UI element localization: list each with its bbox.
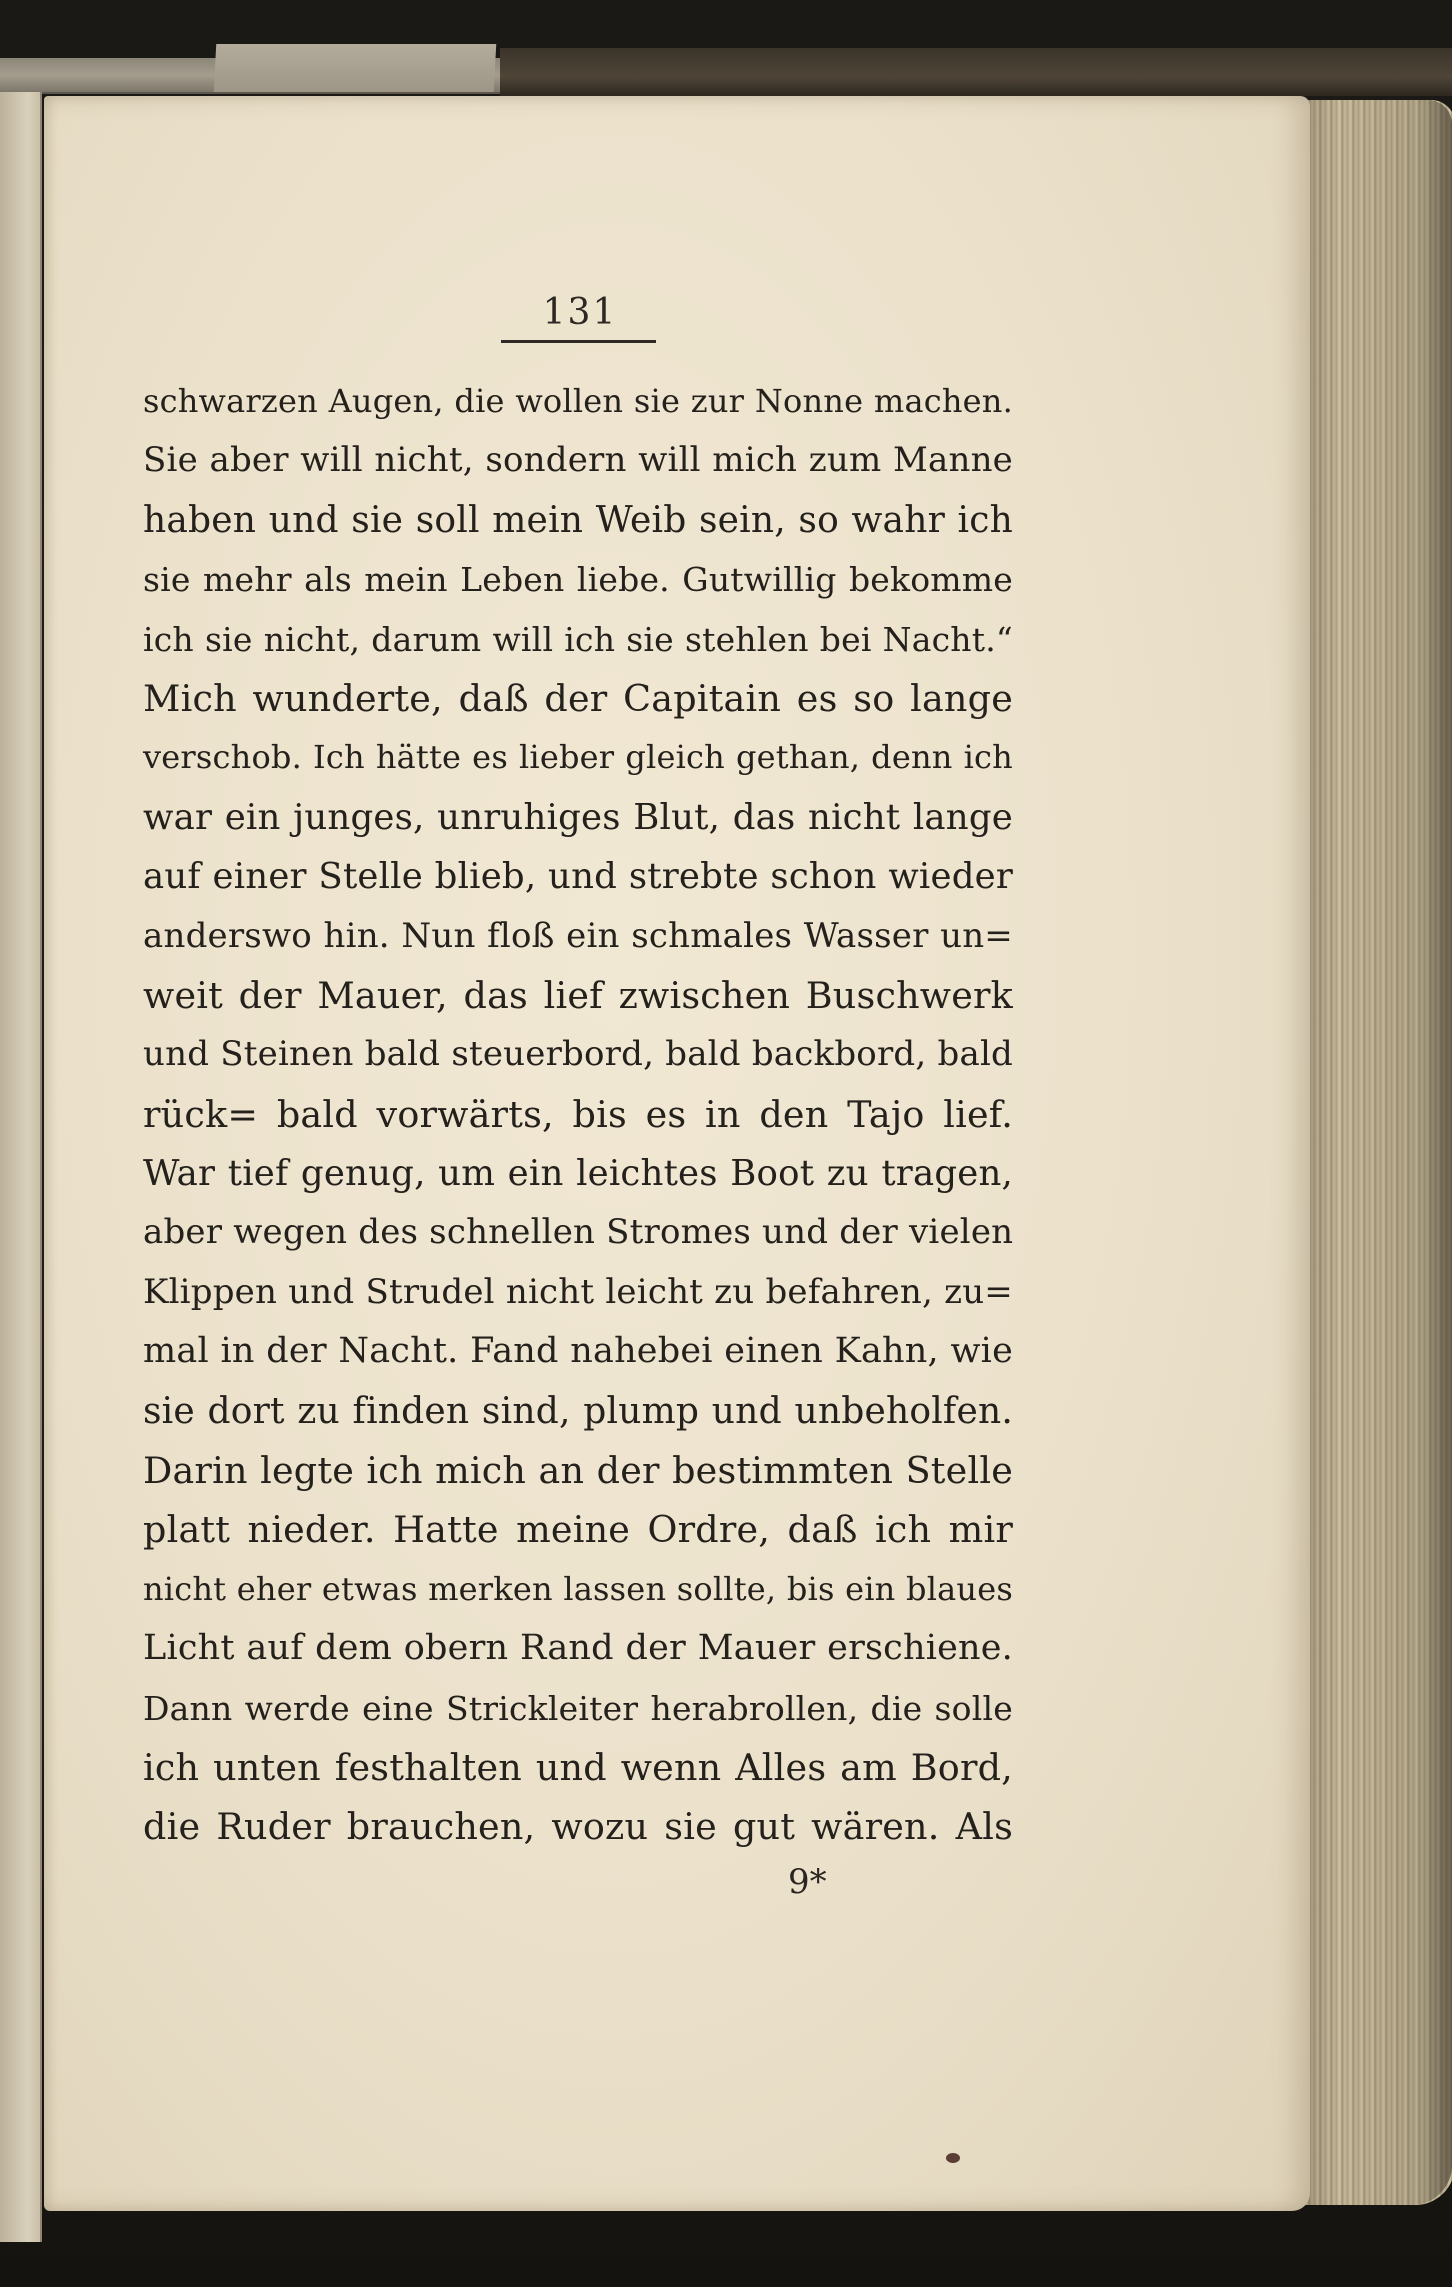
text-line: Klippen und Strudel nicht leicht zu befahren, zu=: [143, 1271, 1013, 1312]
ink-smudge: [946, 2153, 960, 2163]
text-line: Sie aber will nicht, sondern will mich zum Manne: [143, 440, 1013, 481]
page-number: 131: [542, 292, 618, 333]
text-line: sie mehr als mein Leben liebe. Gutwillig bekomme: [143, 560, 1013, 600]
text-line: ich sie nicht, darum will ich sie stehlen bei Nacht.“: [143, 619, 1013, 659]
text-line: ich unten festhalten und wenn Alles am Bord,: [143, 1745, 1013, 1789]
left-page-edge: [0, 92, 42, 2242]
text-line: War tief genug, um ein leichtes Boot zu tragen,: [143, 1153, 1013, 1195]
text-line: Mich wunderte, daß der Capitain es so lange: [143, 676, 1013, 720]
text-line: war ein junges, unruhiges Blut, das nicht lange: [143, 796, 1013, 838]
text-line: die Ruder brauchen, wozu sie gut wären. Als: [143, 1805, 1013, 1849]
text-line: anderswo hin. Nun floß ein schmales Wasser un=: [143, 915, 1013, 956]
text-line: sie dort zu finden sind, plump und unbeholfen.: [143, 1390, 1013, 1432]
text-line: verschob. Ich hätte es lieber gleich gethan, denn ich: [143, 738, 1013, 777]
body-text: [143, 372, 1013, 1857]
signature-mark: 9*: [788, 1862, 827, 1902]
binding-tab: [214, 44, 497, 92]
text-line: Dann werde eine Strickleiter herabrollen, die solle: [143, 1688, 1013, 1728]
text-line: mal in der Nacht. Fand nahebei einen Kahn, wie: [143, 1331, 1013, 1372]
text-line: und Steinen bald steuerbord, bald backbord, bald: [143, 1034, 1013, 1075]
text-line: auf einer Stelle blieb, und strebte schon wieder: [143, 856, 1013, 898]
text-line: nicht eher etwas merken lassen sollte, bis ein blaues: [143, 1569, 1013, 1608]
text-line: platt nieder. Hatte meine Ordre, daß ich mir: [143, 1508, 1013, 1552]
text-line: haben und sie soll mein Weib sein, so wahr ich: [143, 499, 1013, 541]
text-line: rück= bald vorwärts, bis es in den Tajo lief.: [143, 1092, 1013, 1136]
text-line: schwarzen Augen, die wollen sie zur Nonne machen.: [143, 382, 1013, 420]
text-line: aber wegen des schnellen Stromes und der vielen: [143, 1212, 1014, 1253]
book-cover-edge: [500, 48, 1452, 96]
text-line: Licht auf dem obern Rand der Mauer erschiene.: [143, 1628, 1013, 1669]
text-line: Darin legte ich mich an der bestimmten Stelle: [143, 1449, 1013, 1493]
header-rule: [501, 340, 656, 343]
text-line: weit der Mauer, das lief zwischen Buschwerk: [143, 973, 1013, 1017]
page-stack-shadow: [1290, 100, 1452, 2205]
